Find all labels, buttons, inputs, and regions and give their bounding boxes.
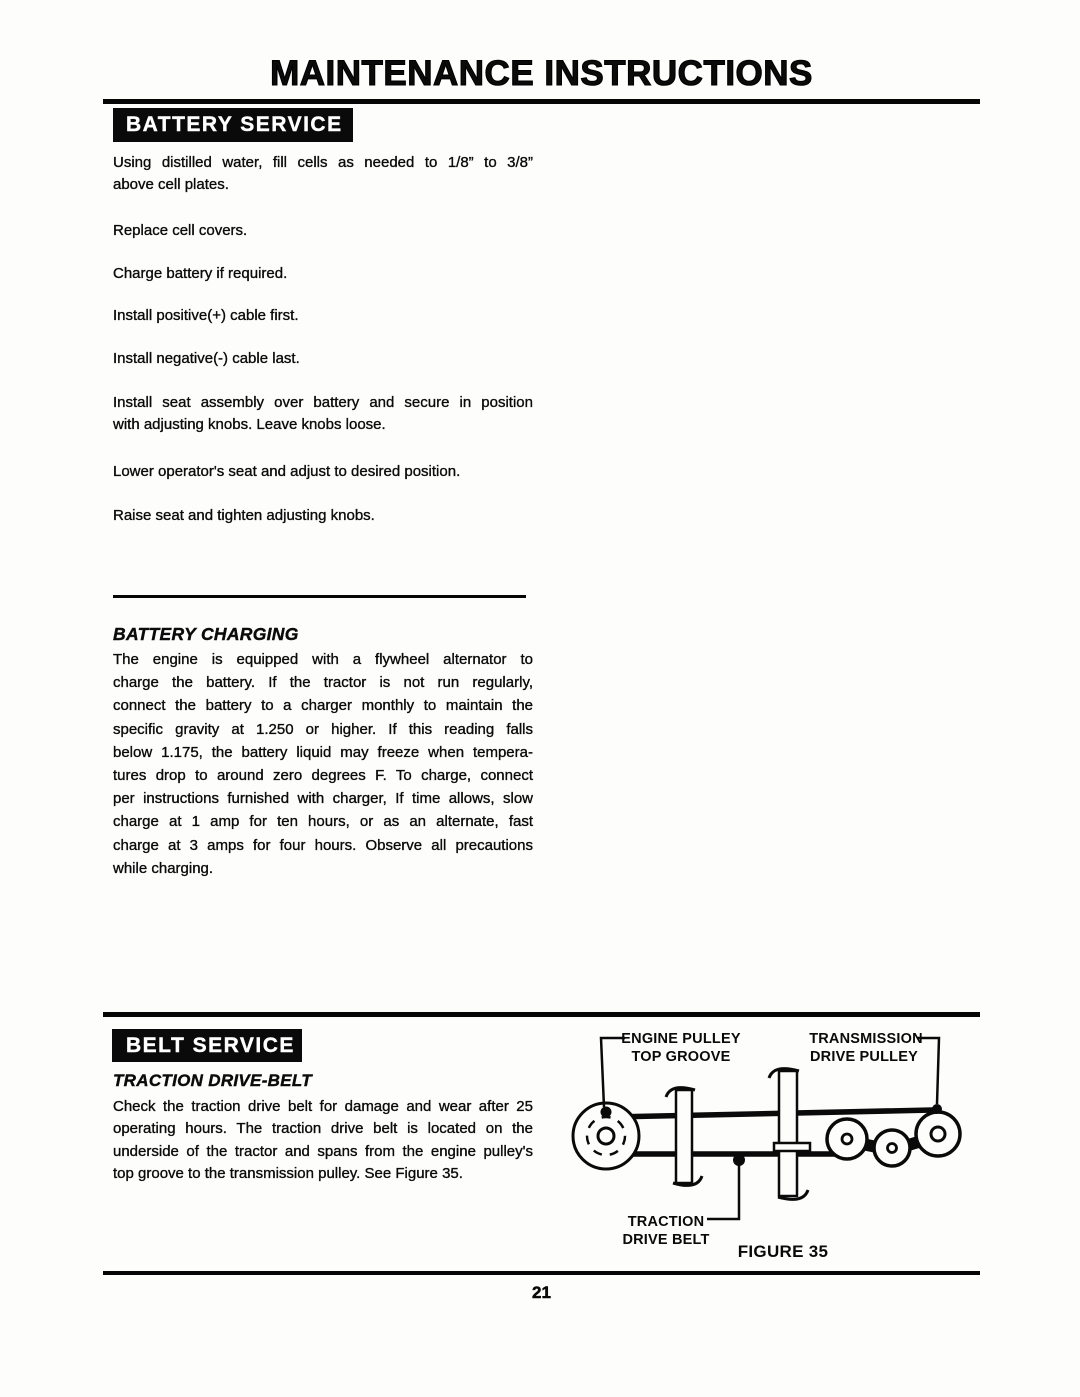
transmission-drive-pulley-hole bbox=[931, 1127, 945, 1141]
battery-charging-subheader: BATTERY CHARGING bbox=[113, 624, 299, 644]
belt-top-run bbox=[612, 1110, 933, 1117]
idler-pulley-1-hole bbox=[842, 1134, 852, 1144]
text-line: per instructions furnished with charger, If time allows, slow bbox=[113, 790, 533, 808]
traction-drive-belt-subheader: TRACTION DRIVE-BELT bbox=[113, 1071, 312, 1090]
traction-belt-callout-dot bbox=[733, 1154, 745, 1166]
text-line: Install seat assembly over battery and secure in position bbox=[113, 394, 533, 411]
belt-service-header-label: BELT SERVICE bbox=[126, 1033, 295, 1057]
paragraph-positive-cable: Install positive(+) cable first. bbox=[113, 307, 299, 324]
text-line: charge the battery. If the tractor is not run regularly, bbox=[113, 674, 533, 692]
text-line: Check the traction drive belt for damage and wear after 25 bbox=[113, 1098, 533, 1115]
engine-pulley-leader-line bbox=[601, 1038, 625, 1107]
paragraph-negative-cable: Install negative(-) cable last. bbox=[113, 350, 300, 367]
transmission-pulley-label-line1: TRANSMISSION bbox=[809, 1031, 923, 1047]
engine-pulley-shaft-hole bbox=[598, 1128, 614, 1144]
belt-guide-2 bbox=[769, 1069, 810, 1200]
paragraph-lower-seat: Lower operator's seat and adjust to desired position. bbox=[113, 463, 461, 480]
text-line: above cell plates. bbox=[113, 175, 229, 193]
text-line: The engine is equipped with a flywheel alternator to bbox=[113, 651, 533, 668]
figure-caption: FIGURE 35 bbox=[737, 1242, 829, 1261]
text-line: underside of the tractor and spans from the engine pulley's bbox=[113, 1142, 533, 1160]
transmission-pulley-callout-dot bbox=[932, 1104, 942, 1114]
paragraph-raise-seat: Raise seat and tighten adjusting knobs. bbox=[113, 507, 375, 524]
engine-pulley-label-line2: TOP GROOVE bbox=[631, 1049, 731, 1065]
traction-belt-leader-line bbox=[707, 1164, 739, 1219]
transmission-pulley-label-line2: DRIVE PULLEY bbox=[810, 1049, 918, 1065]
text-line: top groove to the transmission pulley. See Figure 35. bbox=[113, 1164, 463, 1182]
text-line: operating hours. The traction drive belt is located on the bbox=[113, 1120, 533, 1138]
belt-guide-clamp-plate bbox=[774, 1143, 810, 1151]
page-number: 21 bbox=[532, 1283, 551, 1302]
text-line: below 1.175, the battery liquid may freeze when tempera- bbox=[113, 743, 533, 761]
traction-belt-label-line1: TRACTION bbox=[627, 1214, 705, 1230]
text-line: while charging. bbox=[113, 859, 214, 877]
idler-pulley-2-hole bbox=[888, 1144, 897, 1153]
transmission-pulley-leader-line bbox=[917, 1038, 939, 1104]
engine-pulley-callout-dot bbox=[601, 1107, 612, 1118]
text-line: Using distilled water, fill cells as needed to 1/8” to 3/8” bbox=[113, 154, 533, 171]
paragraph-replace-covers: Replace cell covers. bbox=[113, 222, 248, 239]
footer-rule bbox=[103, 1271, 980, 1275]
engine-pulley-label-line1: ENGINE PULLEY bbox=[621, 1031, 741, 1047]
traction-belt-label-line2: DRIVE BELT bbox=[622, 1232, 710, 1248]
page-title: MAINTENANCE INSTRUCTIONS bbox=[270, 54, 813, 93]
battery-service-header-label: BATTERY SERVICE bbox=[126, 113, 343, 136]
text-line: charge at 3 amps for four hours. Observe all precautions bbox=[113, 836, 533, 854]
text-line: with adjusting knobs. Leave knobs loose. bbox=[113, 415, 386, 433]
text-line: tures drop to around zero degrees F. To charge, connect bbox=[113, 767, 533, 785]
text-line: specific gravity at 1.250 or higher. If this reading falls bbox=[113, 720, 533, 738]
belt-guide-1 bbox=[666, 1088, 702, 1186]
text-line: connect the battery to a charger monthly to maintain the bbox=[113, 697, 533, 715]
paragraph-charge-battery: Charge battery if required. bbox=[113, 265, 288, 282]
text-line: charge at 1 amp for ten hours, or as an alternate, fast bbox=[113, 813, 533, 831]
